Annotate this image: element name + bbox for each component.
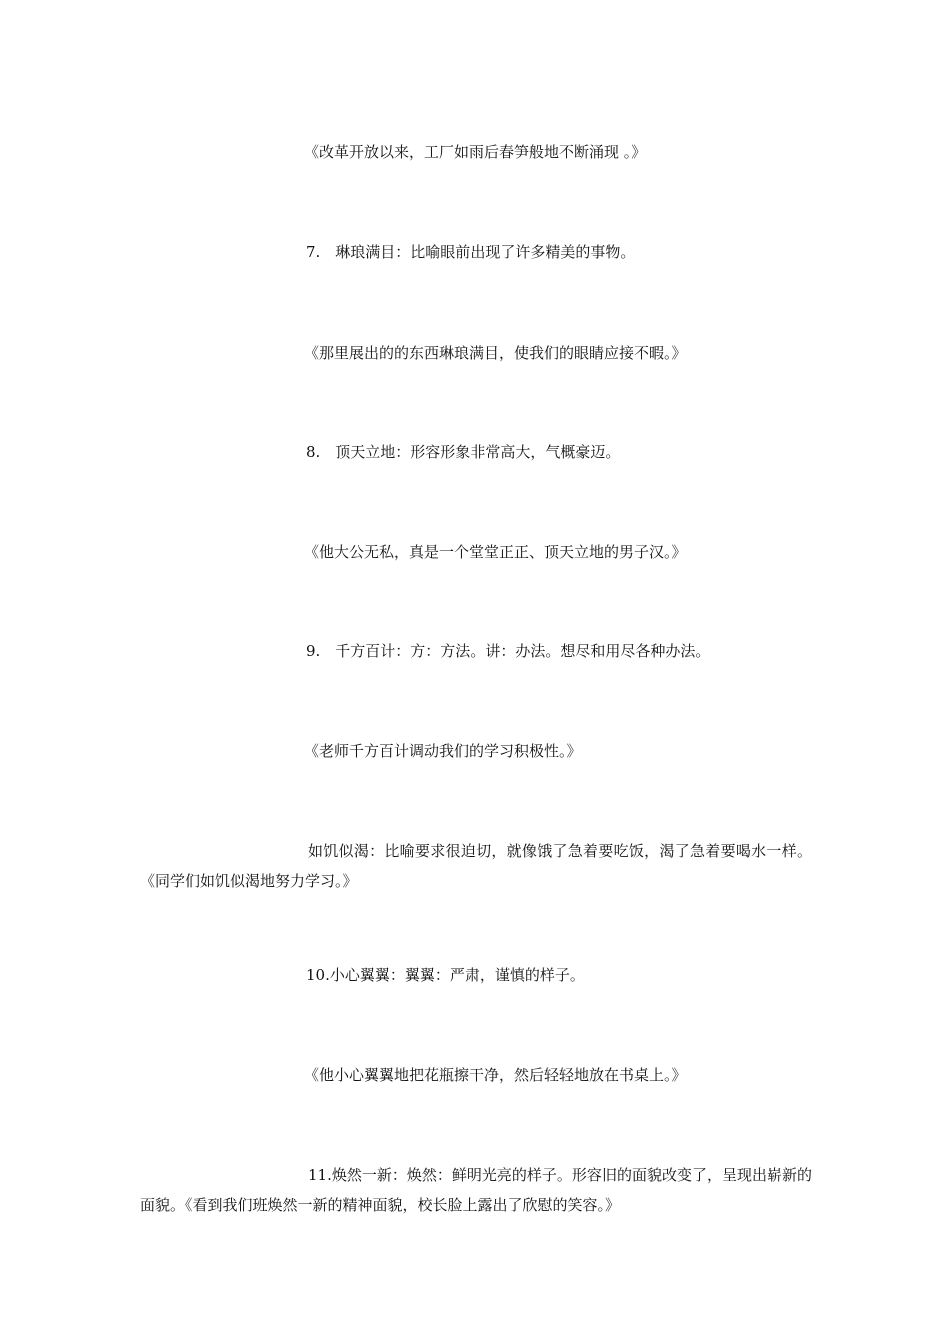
- idiom-entry-8: 8. 顶天立地：形容形象非常高大，气概豪迈。: [306, 443, 621, 461]
- example-sentence-10: 《他小心翼翼地把花瓶擦干净，然后轻轻地放在书桌上。》: [304, 1066, 687, 1084]
- idiom-entry-11: 11.焕然一新：焕然：鲜明光亮的样子。形容旧的面貌改变了，呈现出崭新的面貌。《看到我们班焕然一新的精神面貌，校长脸上露出了欣慰的笑容。》: [140, 1166, 812, 1214]
- example-sentence-6: 《改革开放以来，工厂如雨后春笋般地不断涌现 。》: [304, 143, 647, 161]
- example-sentence-8: 《他大公无私，真是一个堂堂正正、顶天立地的男子汉。》: [304, 543, 687, 561]
- example-sentence-9: 《老师千方百计调动我们的学习积极性。》: [304, 742, 582, 760]
- idiom-entry-ruji: 如饥似渴：比喻要求很迫切，就像饿了急着要吃饭，渴了急着要喝水一样。《同学们如饥似渴地努力学习。》: [140, 842, 812, 890]
- idiom-entry-10: 10.小心翼翼：翼翼：严肃，谨慎的样子。: [306, 966, 585, 984]
- idiom-entry-7: 7. 琳琅满目：比喻眼前出现了许多精美的事物。: [306, 243, 636, 261]
- example-sentence-7: 《那里展出的的东西琳琅满目，使我们的眼睛应接不暇。》: [304, 344, 687, 362]
- idiom-entry-9: 9. 千方百计：方：方法。讲：办法。想尽和用尽各种办法。: [306, 642, 711, 660]
